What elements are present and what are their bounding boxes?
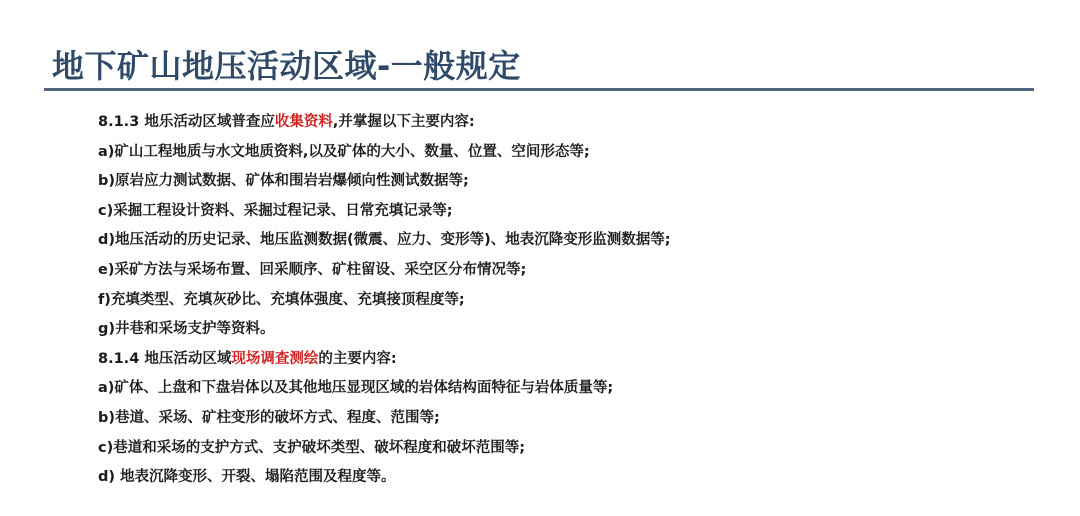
title-underline — [44, 88, 1034, 91]
section-8-1-4-heading — [98, 345, 1058, 375]
section-8-1-4-item-d: d) 地表沉降变形、开裂、塌陷范围及程度等。 — [98, 469, 396, 486]
section-8-1-3-item-g: g)井巷和采场支护等资料。 — [98, 321, 275, 338]
section-8-1-3-highlight: 收集资料 — [274, 114, 333, 130]
section-8-1-4-prefix: 8.1.4 地压活动区域 — [98, 350, 232, 367]
section-8-1-3-item-c: c)采掘工程设计资料、采掘过程记录、日常充填记录等; — [98, 202, 453, 219]
section-8-1-3-item-f: f)充填类型、充填灰砂比、充填体强度、充填接顶程度等; — [98, 291, 465, 308]
section-8-1-3-item-a: a)矿山工程地质与水文地质资料,以及矿体的大小、数量、位置、空间形态等; — [98, 143, 590, 160]
section-8-1-4-item-b: b)巷道、采场、矿柱变形的破坏方式、程度、范围等; — [98, 409, 440, 426]
slide-content — [98, 108, 1058, 493]
section-8-1-3-item-b: b)原岩应力测试数据、矿体和围岩岩爆倾向性测试数据等; — [98, 173, 469, 190]
section-8-1-4-suffix: 的主要内容: — [318, 350, 397, 367]
section-8-1-3-prefix: 8.1.3 地乐活动区域普查应 — [98, 114, 275, 130]
section-8-1-3-suffix: ,并掌握以下主要内容: — [332, 114, 475, 130]
section-8-1-3-heading — [98, 108, 1058, 138]
section-8-1-4-highlight: 现场调查测绘 — [231, 350, 319, 367]
slide-title: 地下矿山地压活动区域-一般规定 — [52, 47, 521, 85]
section-8-1-4-item-a: a)矿体、上盘和下盘岩体以及其他地压显现区域的岩体结构面特征与岩体质量等; — [98, 380, 614, 397]
section-8-1-4-item-c: c)巷道和采场的支护方式、支护破坏类型、破坏程度和破坏范围等; — [98, 439, 526, 456]
section-8-1-3-item-d: d)地压活动的历史记录、地压监测数据(微震、应力、变形等)、地表沉降变形监测数据等; — [98, 232, 671, 249]
section-8-1-3-item-e: e)采矿方法与采场布置、回采顺序、矿柱留设、采空区分布情况等; — [98, 261, 527, 278]
